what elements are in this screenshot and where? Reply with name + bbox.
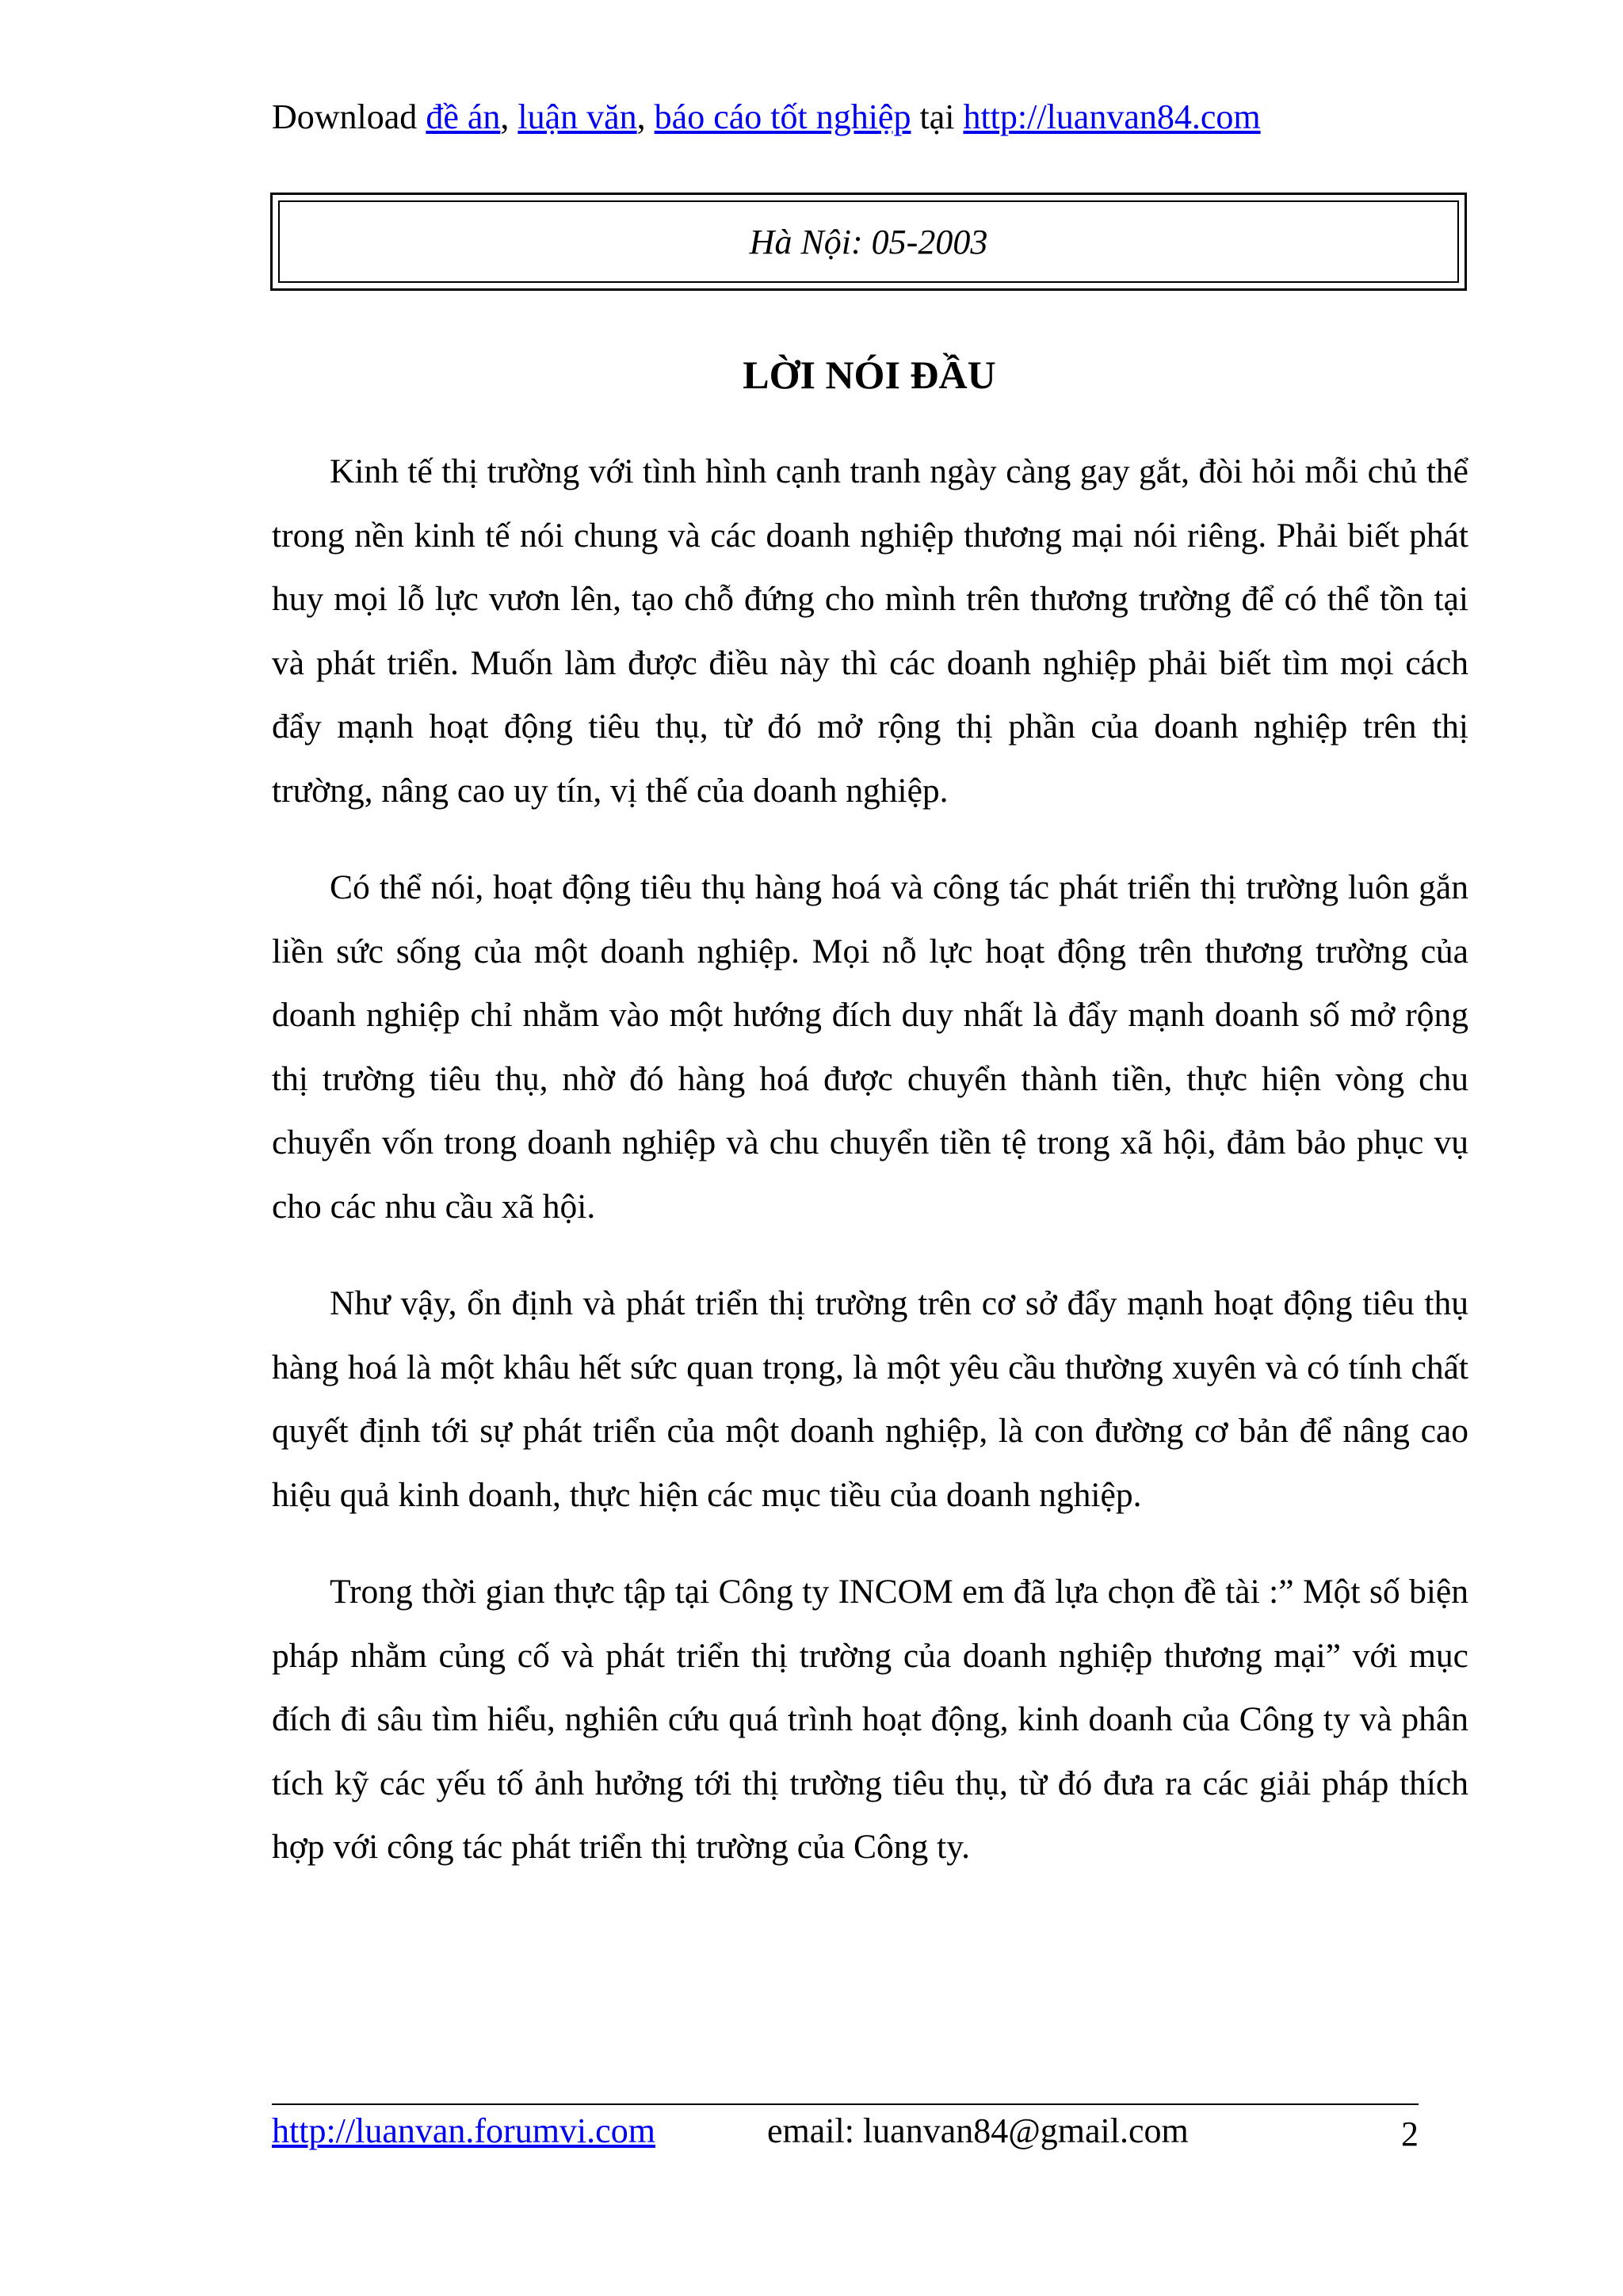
paragraph-2: Có thể nói, hoạt động tiêu thụ hàng hoá và công tác phát triển thị trường luôn gắn liền sức sống của một doanh nghiệp. Mọi nỗ lực hoạt động trên thương trường của doanh nghiệp chỉ nhằm vào một hướng đích duy nhất là đẩy mạnh doanh số mở rộng thị trường tiêu thụ, nhờ đó hàng hoá được chuyển thành tiền, thực hiện vòng chu chuyển vốn trong doanh nghiệp và chu chuyển tiền tệ trong xã hội, đảm bảo phục vụ cho các nhu cầu xã hội. [272, 868, 1468, 1226]
date-text: Hà Nội: 05-2003 [749, 222, 988, 261]
download-header [272, 93, 1261, 141]
paragraph-3: Như vậy, ổn định và phát triển thị trường trên cơ sở đẩy mạnh hoạt động tiêu thụ hàng hoá là một khâu hết sức quan trọng, là một yêu cầu thường xuyên và có tính chất quyết định tới sự phát triển của một doanh nghiệp, là con đường cơ bản để nâng cao hiệu quả kinh doanh, thực hiện các mục tiều của doanh nghiệp. [272, 1284, 1468, 1514]
paragraph-4: Trong thời gian thực tập tại Công ty INCOM em đã lựa chọn đề tài :” Một số biện pháp nhằm củng cố và phát triển thị trường của doanh nghiệp thương mại” với mục đích đi sâu tìm hiểu, nghiên cứu quá trình hoạt động, kinh doanh của Công ty và phân tích kỹ các yếu tố ảnh hưởng tới thị trường tiêu thụ, từ đó đưa ra các giải pháp thích hợp với công tác phát triển thị trường của Công ty. [272, 1573, 1468, 1866]
header-prefix: Download [272, 97, 426, 136]
link-luan-van[interactable]: luận văn [517, 97, 637, 136]
link-de-an[interactable]: đề án [426, 97, 501, 136]
footer-email: email: luanvan84@gmail.com [767, 2111, 1189, 2150]
footer-divider [272, 2103, 1419, 2105]
page-footer [272, 2107, 1419, 2158]
header-separator-1: , [500, 97, 518, 136]
body-text [272, 440, 1468, 1913]
header-mid-text: tại [911, 97, 964, 136]
header-separator-2: , [636, 97, 655, 136]
paragraph-1: Kinh tế thị trường với tình hình cạnh tranh ngày càng gay gắt, đòi hỏi mỗi chủ thể trong nền kinh tế nói chung và các doanh nghiệp thương mại nói riêng. Phải biết phát huy mọi lỗ lực vươn lên, tạo chỗ đứng cho mình trên thương trường để có thể tồn tại và phát triển. Muốn làm được điều này thì các doanh nghiệp phải biết tìm mọi cách đẩy mạnh hoạt động tiêu thụ, từ đó mở rộng thị phần của doanh nghiệp trên thị trường, nâng cao uy tín, vị thế của doanh nghiệp. [272, 452, 1468, 810]
page-number: 2 [1401, 2115, 1419, 2153]
footer-forum-link[interactable]: http://luanvan.forumvi.com [272, 2111, 655, 2150]
document-title: LỜI NÓI ĐẦU [743, 353, 996, 397]
date-box-inner [278, 200, 1459, 283]
date-box [270, 193, 1467, 291]
link-bao-cao-tot-nghiep[interactable]: báo cáo tốt nghiệp [654, 97, 911, 136]
link-luanvan84-site[interactable]: http://luanvan84.com [963, 97, 1261, 136]
